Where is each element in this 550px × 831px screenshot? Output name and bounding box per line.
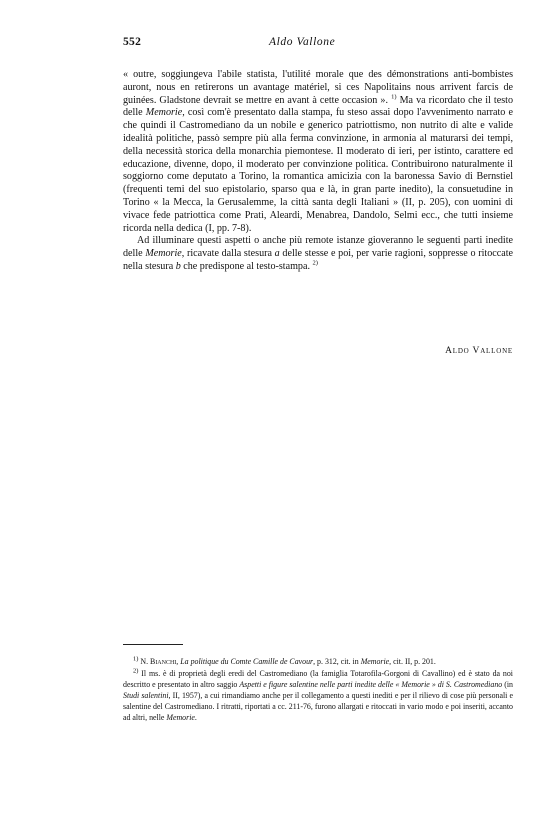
footnote-2-ref-title: Memorie (166, 712, 195, 722)
author-signature: Aldo Vallone (445, 346, 513, 356)
running-head (123, 36, 523, 52)
footnote-2 (123, 669, 513, 724)
footnote-2-tail: . (194, 712, 197, 722)
paragraph-2-text-d: che predispone al testo-stampa. (183, 260, 310, 272)
footnote-ref-1: 1) (391, 93, 397, 101)
stesura-a-label: a (274, 248, 280, 260)
paragraph-2 (123, 235, 513, 273)
footnote-2-journal: Studi salentini (123, 690, 169, 700)
footnote-2-text-b: (in (504, 679, 513, 689)
footnote-divider (123, 644, 183, 645)
footnote-1-mark: 1) (133, 655, 139, 663)
paragraph-2-text-a: Ad illuminare questi aspetti o anche più remote istanze gioveranno le seguenti parti inedite delle (123, 235, 513, 260)
memorie-title: Memorie (145, 248, 182, 260)
footnote-2-mark: 2) (133, 667, 139, 675)
paragraph-1-text-b: , così com'è presentato dalla stampa, fu steso assai dopo l'avvenimento narrato e che quindi il Castromediano da un nobile e generico patriottismo, non nutrito di alte e valide idealità politiche, passò sempre più alla ferma convinzione, in armonia al maturarsi dei tempi, della necessità storica della monarchia piemontese. Il moderato di ieri, per istinto, carattere ed educazione, divenne, dopo, il moderato per convinzione politica. Contribuirono naturalmente il soggiorno come deputato a Torino, la romantica amicizia con la baronessa Savio di Bernstiel (frequenti temi del suo epistolario, sparso qua e là, in gran parte inedito), la consuetudine in Torino « la Mecca, la Gerusalemme, la città santa degli Italiani » (II, p. 205), con uomini di vivace fede patriottica come Prati, Aleardi, Menabrea, Dandolo, Selmi ecc., che tutti insieme ricorda nella dedica (I, pp. 7-8). (123, 107, 513, 234)
footnote-1-title: La politique du Comte Camille de Cavour (180, 657, 314, 666)
footnote-2-text-c: , II, 1957), a cui rimandiamo anche per il collegamento a questi inediti e per il rilievo di cose più personali e salentine del Castromediano. I ritratti, riportati a cc. 211-76, furono allargati e ritoccati in vario modo e poi inseriti, accanto ad altri, nelle (123, 690, 513, 722)
footnote-1 (123, 657, 513, 668)
footnotes (123, 657, 513, 724)
footnote-ref-2: 2) (312, 259, 318, 267)
stesura-b-label: b (175, 260, 181, 272)
page-number: 552 (123, 36, 142, 48)
body-text (123, 69, 513, 274)
paragraph-1-quote: « outre, soggiungeva l'abile statista, l'utilité morale que des démonstrations anti-bombistes auront, nous en retirerons un avantage matériel, si ces Napolitains nous arrivent farcis de guinées. Gladstone devrait se mettre en avant à cette occasion ». (123, 69, 513, 106)
paragraph-2-text-b: , ricavate dalla stesura (181, 248, 272, 260)
paragraph-2-text-c: delle stesse e poi, per varie ragioni, soppresse o ritoccate nella stesura (123, 248, 513, 272)
memorie-title: Memorie (145, 107, 183, 119)
paragraph-1-text-a: Ma va ricordato che il testo delle (123, 94, 513, 119)
footnote-2-title: Aspetti e figure salentine nelle parti inedite delle « Memorie » di S. Castromediano (239, 679, 503, 689)
footnote-1-ref-title: Memorie (360, 657, 390, 666)
footnote-1-author: N. Bianchi, (140, 657, 179, 666)
footnote-1-tail: , cit. II, p. 201. (389, 657, 436, 666)
running-head-author: Aldo Vallone (269, 36, 336, 48)
footnote-1-text: , p. 312, cit. in (313, 657, 359, 666)
paragraph-1 (123, 69, 513, 235)
footnote-2-text-a: Il ms. è di proprietà degli eredi del Castromediano (la famiglia Totarofila-Gorgoni di Cavallino) ed è stato da noi descritto e presentato in altro saggio (123, 668, 513, 689)
